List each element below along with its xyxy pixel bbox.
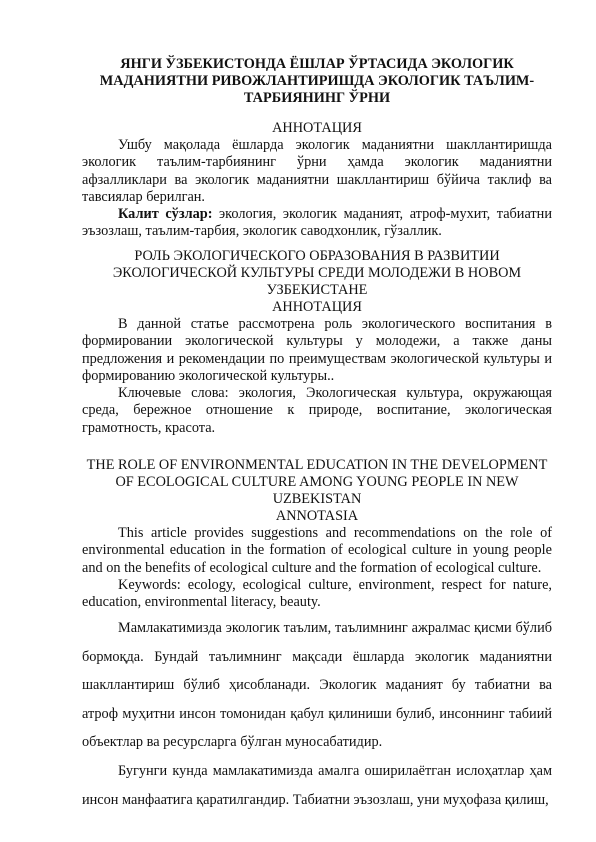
uz-keywords-label: Калит сўзлар: bbox=[118, 206, 213, 222]
body-paragraph-2: Бугунги кунда мамлакатимизда амалга оширилаётган ислоҳатлар ҳам инсон манфаатига қаратилгандир. Табиатни эъзозлаш, уни муҳофаза қилиш, bbox=[82, 763, 552, 808]
en-title: THE ROLE OF ENVIRONMENTAL EDUCATION IN THE DEVELOPMENT OF ECOLOGICAL CULTURE AMONG YOUNG PEOPLE IN NEW UZBEKISTAN bbox=[86, 457, 548, 507]
uz-abstract-heading: АННОТАЦИЯ bbox=[272, 120, 362, 136]
uz-keywords bbox=[82, 206, 552, 241]
ru-title: РОЛЬ ЭКОЛОГИЧЕСКОГО ОБРАЗОВАНИЯ В РАЗВИТИИ ЭКОЛОГИЧЕСКОЙ КУЛЬТУРЫ СРЕДИ МОЛОДЕЖИ В НОВОМ УЗБЕКИСТАНЕ bbox=[112, 248, 522, 298]
ru-abstract: В данной статье рассмотрена роль экологического воспитания в формировании экологической культуры у молодежи, а также даны предложения и рекомендации по преимуществам экологической культуры и формированию экологической культуры.. bbox=[82, 316, 552, 384]
uz-title: ЯНГИ ЎЗБЕКИСТОНДА ЁШЛАР ЎРТАСИДА ЭКОЛОГИК МАДАНИЯТНИ РИВОЖЛАНТИРИШДА ЭКОЛОГИК ТАЪЛИМ-ТАРБИЯНИНГ ЎРНИ bbox=[99, 56, 535, 106]
body-paragraph-1: Мамлакатимизда экологик таълим, таълимнинг ажралмас қисми бўлиб бормоқда. Бундай таълимнинг мақсади ёшларда экологик маданиятни шакллантириш бўлиб ҳисобланади. Экологик маданият бу табиатни ва атроф муҳитни инсон томонидан қабул қилиниши булиб, инсоннинг табиий объектлар ва ресурсларга бўлган муносабатидир. bbox=[82, 620, 552, 751]
en-keywords: Keywords: ecology, ecological culture, environment, respect for nature, education, environmental literacy, beauty. bbox=[82, 577, 552, 611]
ru-abstract-heading: АННОТАЦИЯ bbox=[272, 299, 362, 315]
uz-keywords-text: экология, экологик маданият, атроф-мухит, табиатни эъзозлаш, таълим-тарбия, экологик саводхонлик, гўзаллик. bbox=[82, 206, 552, 240]
uz-abstract: Ушбу мақолада ёшларда экологик маданиятни шакллантиришда экологик таълим-тарбиянинг ўрни ҳамда экологик маданиятни афзалликлари ва экологик маданиятни шакллантириш бўйича таклиф ва тавсиялар берилган. bbox=[82, 137, 552, 205]
en-abstract: This article provides suggestions and recommendations on the role of environmental education in the formation of ecological culture in young people and on the benefits of ecological culture and the formation of ecological culture. bbox=[82, 525, 552, 576]
en-abstract-heading: ANNOTASIA bbox=[275, 508, 359, 524]
ru-keywords: Ключевые слова: экология, Экологическая культура, окружающая среда, бережное отношение к природе, воспитание, экологическая грамотность, красота. bbox=[82, 385, 552, 436]
